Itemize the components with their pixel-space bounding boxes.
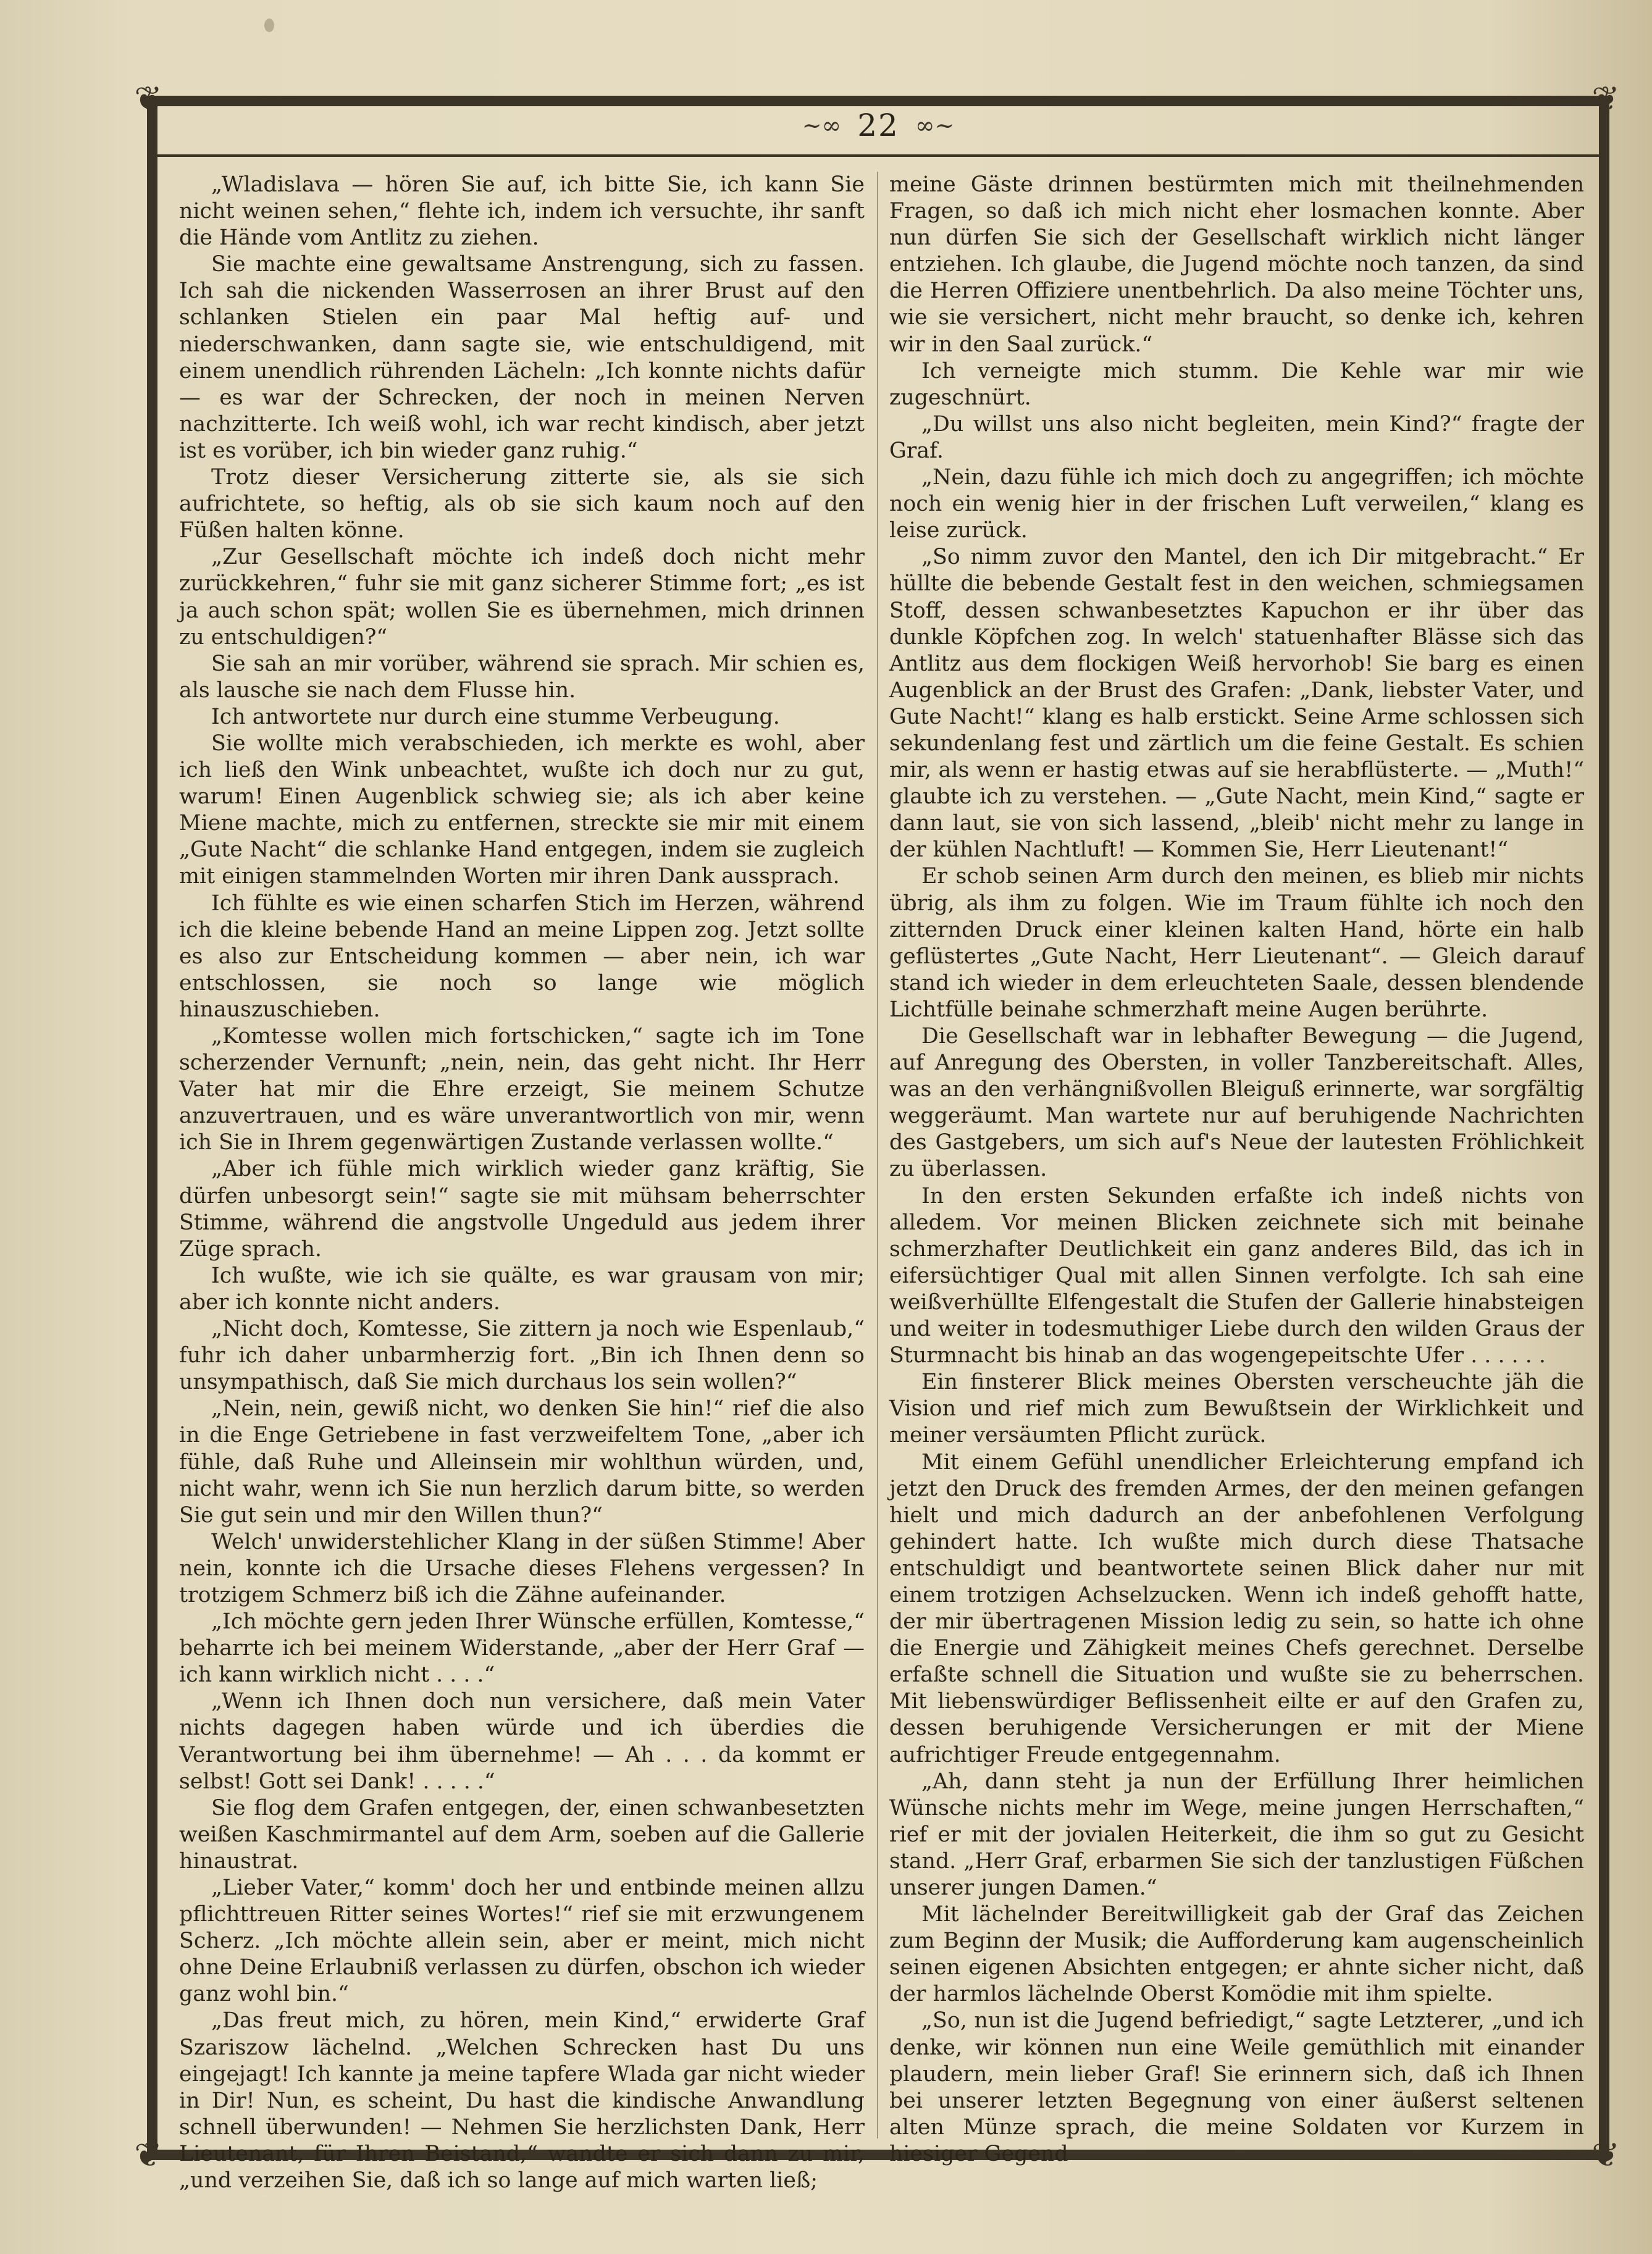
paragraph: In den ersten Sekunden erfaßte ich indeß nichts von alledem. Vor meinen Blicken zeichnete sich mit beinahe schmerzhafter Deutlichkeit ein ganz anderes Bild, das ich in eifersüchtiger Qual mit allen Sinnen verfolgte. Ich sah eine weißverhüllte Elfengestalt die Stufen der Gallerie hinabsteigen und weiter in todesmuthiger Liebe durch den wilden Graus der Sturmnacht bis hinab an das wogengepeitschte Ufer . . . . . . xyxy=(889,1183,1584,1368)
corner-ornament-icon: ❦ xyxy=(134,2135,162,2174)
page-header xyxy=(147,104,1609,147)
paragraph: „Zur Gesellschaft möchte ich indeß doch nicht mehr zurückkehren,“ fuhr sie mit ganz sicherer Stimme fort; „es ist ja auch schon spät; wollen Sie es übernehmen, mich drinnen zu entschuldigen?“ xyxy=(179,545,865,650)
corner-ornament-icon: ❦ xyxy=(134,79,162,118)
paragraph: Sie flog dem Grafen entgegen, der, einen schwanbesetzten weißen Kaschmirmantel auf dem Arm, soeben auf die Gallerie hinaustrat. xyxy=(179,1795,865,1874)
paragraph: „Das freut mich, zu hören, mein Kind,“ erwiderte Graf Szariszow lächelnd. „Welchen Schrecken hast Du uns eingejagt! Ich kannte ja meine tapfere Wlada gar nicht wieder in Dir! Nun, es scheint, Du hast die kindische Anwandlung schnell überwunden! — Nehmen Sie herzlichsten Dank, Herr Lieutenant, für Ihren Beistand,“ wandte er sich dann zu mir, „und verzeihen Sie, daß ich so lange auf mich warten ließ; xyxy=(179,2008,865,2193)
paragraph: Mit einem Gefühl unendlicher Erleichterung empfand ich jetzt den Druck des fremden Armes, der den meinen gefangen hielt und mich dadurch an der anbefohlenen Verfolgung gehindert hatte. Ich wußte mich durch diese Thatsache entschuldigt und beantwortete seinen Blick daher nur mit einem trotzigen Achselzucken. Wenn ich indeß gehofft hatte, der mir übertragenen Mission ledig zu sein, so hatte ich ohne die Energie und Zähigkeit meines Chefs gerechnet. Derselbe erfaßte schnell die Situation und wußte sie zu beherrschen. Mit liebenswürdiger Beflissenheit eilte er auf den Grafen zu, dessen beruhigende Versicherungen er mit der Miene aufrichtiger Freude entgegennahm. xyxy=(889,1449,1584,1767)
paragraph: Ich fühlte es wie einen scharfen Stich im Herzen, während ich die kleine bebende Hand an meine Lippen zog. Jetzt sollte es also zur Entscheidung kommen — aber nein, ich war entschlossen, sie noch so lange wie möglich hinauszuschieben. xyxy=(179,890,865,1022)
column-divider xyxy=(877,172,878,2139)
paragraph: Ich antwortete nur durch eine stumme Verbeugung. xyxy=(211,704,780,729)
paragraph: meine Gäste drinnen bestürmten mich mit theilnehmenden Fragen, so daß ich mich nicht eher losmachen konnte. Aber nun dürfen Sie sich der Gesellschaft wirklich nicht länger entziehen. Ich glaube, die Jugend möchte noch tanzen, da sind die Herren Offiziere unentbehrlich. Da also meine Töchter uns, wie sie versichert, nicht mehr braucht, so denke ich, kehren wir in den Saal zurück.“ xyxy=(889,172,1584,357)
paragraph: Ich wußte, wie ich sie quälte, es war grausam von mir; aber ich konnte nicht anders. xyxy=(179,1263,865,1315)
corner-ornament-icon: ❦ xyxy=(1591,79,1620,118)
paragraph: „Ah, dann steht ja nun der Erfüllung Ihrer heimlichen Wünsche nichts mehr im Wege, meine jungen Herrschaften,“ rief er mit der jovialen Heiterkeit, die ihm so gut zu Gesicht stand. „Herr Graf, erbarmen Sie sich der tanzlustigen Füßchen unserer jungen Damen.“ xyxy=(889,1769,1584,1900)
page-number: 22 xyxy=(857,107,899,143)
paragraph: „Wenn ich Ihnen doch nun versichere, daß mein Vater nichts dagegen haben würde und ich überdies die Verantwortung bei ihm übernehme! — Ah . . . da kommt er selbst! Gott sei Dank! . . . . .“ xyxy=(179,1689,865,1794)
corner-ornament-icon: ❦ xyxy=(1591,2135,1620,2174)
text-column-left xyxy=(179,172,865,2193)
paragraph: Ich verneigte mich stumm. Die Kehle war mir wie zugeschnürt. xyxy=(889,358,1584,410)
paragraph: „Aber ich fühle mich wirklich wieder ganz kräftig, Sie dürfen unbesorgt sein!“ sagte sie mit mühsam beherrschter Stimme, während die angstvolle Ungeduld aus jedem ihrer Züge sprach. xyxy=(179,1157,865,1262)
paragraph: „So nimm zuvor den Mantel, den ich Dir mitgebracht.“ Er hüllte die bebende Gestalt fest in den weichen, schmiegsamen Stoff, dessen schwanbesetztes Kapuchon er ihr über das dunkle Köpfchen zog. In welch' statuenhafter Blässe sich das Antlitz aus dem flockigen Weiß hervorhob! Sie barg es einen Augenblick an der Brust des Grafen: „Dank, liebster Vater, und Gute Nacht!“ klang es halb erstickt. Seine Arme schlossen sich sekundenlang fest und zärtlich um die feine Gestalt. Es schien mir, als wenn er hastig etwas auf sie herabflüsterte. — „Muth!“ glaubte ich zu verstehen. — „Gute Nacht, mein Kind,“ sagte er dann laut, sie von sich lassend, „bleib' nicht mehr zu lange in der kühlen Nachtluft! — Kommen Sie, Herr Lieutenant!“ xyxy=(889,545,1584,863)
paragraph: „Ich möchte gern jeden Ihrer Wünsche erfüllen, Komtesse,“ beharrte ich bei meinem Widerstande, „aber der Herr Graf — ich kann wirklich nicht . . . .“ xyxy=(179,1609,865,1688)
paragraph: „Nicht doch, Komtesse, Sie zittern ja noch wie Espenlaub,“ fuhr ich daher unbarmherzig fort. „Bin ich Ihnen denn so unsympathisch, daß Sie mich durchaus los sein wollen?“ xyxy=(179,1317,865,1395)
text-column-right xyxy=(889,172,1584,2166)
header-ornament-right-icon: ∞~ xyxy=(915,112,955,139)
paragraph: „Nein, nein, gewiß nicht, wo denken Sie hin!“ rief die also in die Enge Getriebene in fast verzweifeltem Tone, „aber ich fühle, daß Ruhe und Alleinsein mir wohlthun würden, und, nicht wahr, wenn ich Sie nun herzlich darum bitte, so werden Sie gut sein und mir den Willen thun?“ xyxy=(179,1396,865,1528)
paragraph: „So, nun ist die Jugend befriedigt,“ sagte Letzterer, „und ich denke, wir können nun eine Weile gemüthlich mit einander plaudern, mein lieber Graf! Sie erinnern sich, daß ich Ihnen bei unserer letzten Begegnung von einer äußerst seltenen alten Münze sprach, die meine Soldaten vor Kurzem in hiesiger Gegend xyxy=(889,2008,1584,2166)
paragraph: „Du willst uns also nicht begleiten, mein Kind?“ fragte der Graf. xyxy=(889,411,1584,463)
paragraph: Ein finsterer Blick meines Obersten verscheuchte jäh die Vision und rief mich zum Bewußtsein der Wirklichkeit und meiner versäumten Pflicht zurück. xyxy=(889,1370,1584,1448)
paragraph: „Nein, dazu fühle ich mich doch zu angegriffen; ich möchte noch ein wenig hier in der frischen Luft verweilen,“ klang es leise zurück. xyxy=(889,465,1584,543)
paragraph: „Lieber Vater,“ komm' doch her und entbinde meinen allzu pflichttreuen Ritter seines Wortes!“ rief sie mit erzwungenem Scherz. „Ich möchte allein sein, aber er meint, mich nicht ohne Deine Erlaubniß verlassen zu dürfen, obschon ich wieder ganz wohl bin.“ xyxy=(179,1875,865,2007)
paragraph: Sie sah an mir vorüber, während sie sprach. Mir schien es, als lausche sie nach dem Flusse hin. xyxy=(179,651,865,703)
header-ornament-left-icon: ~∞ xyxy=(802,112,842,139)
paragraph: Die Gesellschaft war in lebhafter Bewegung — die Jugend, auf Anregung des Obersten, in voller Tanzbereitschaft. Alles, was an den verhängnißvollen Bleiguß erinnerte, war sorgfältig weggeräumt. Man wartete nur auf beruhigende Nachrichten des Gastgebers, um sich auf's Neue der lautesten Fröhlichkeit zu überlassen. xyxy=(889,1024,1584,1182)
paragraph: „Komtesse wollen mich fortschicken,“ sagte ich im Tone scherzender Vernunft; „nein, nein, das geht nicht. Ihr Herr Vater hat mir die Ehre erzeigt, Sie meinem Schutze anzuvertrauen, und es wäre unverantwortlich von mir, wenn ich Sie in Ihrem gegenwärtigen Zustande verlassen wollte.“ xyxy=(179,1024,865,1155)
paragraph: „Wladislava — hören Sie auf, ich bitte Sie, ich kann Sie nicht weinen sehen,“ flehte ich, indem ich versuchte, ihr sanft die Hände vom Antlitz zu ziehen. xyxy=(179,172,865,251)
paragraph: Trotz dieser Versicherung zitterte sie, als sie sich aufrichtete, so heftig, als ob sie sich kaum noch auf den Füßen halten könne. xyxy=(179,465,865,543)
paragraph: Er schob seinen Arm durch den meinen, es blieb mir nichts übrig, als ihm zu folgen. Wie im Traum fühlte ich noch den zitternden Druck einer kleinen kalten Hand, hörte ein halb geflüstertes „Gute Nacht, Herr Lieutenant“. — Gleich darauf stand ich wieder in dem erleuchteten Saale, dessen blendende Lichtfülle beinahe schmerzhaft meine Augen berührte. xyxy=(889,864,1584,1022)
paragraph: Welch' unwiderstehlicher Klang in der süßen Stimme! Aber nein, konnte ich die Ursache dieses Flehens vergessen? In trotzigem Schmerz biß ich die Zähne aufeinander. xyxy=(179,1529,865,1607)
paper-stain xyxy=(264,19,274,32)
paragraph: Mit lächelnder Bereitwilligkeit gab der Graf das Zeichen zum Beginn der Musik; die Aufforderung kam augenscheinlich seinen eigenen Absichten entgegen; er ahnte sicher nicht, daß der harmlos lächelnde Oberst Komödie mit ihm spielte. xyxy=(889,1902,1584,2007)
paragraph: Sie machte eine gewaltsame Anstrengung, sich zu fassen. Ich sah die nickenden Wasserrosen an ihrer Brust auf den schlanken Stielen ein paar Mal heftig auf- und niederschwanken, dann sagte sie, wie entschuldigend, mit einem unendlich rührenden Lächeln: „Ich konnte nichts dafür — es war der Schrecken, der noch in meinen Nerven nachzitterte. Ich weiß wohl, ich war recht kindisch, aber jetzt ist es vorüber, ich bin wieder ganz ruhig.“ xyxy=(179,252,865,463)
paragraph: Sie wollte mich verabschieden, ich merkte es wohl, aber ich ließ den Wink unbeachtet, wußte ich doch nur zu gut, warum! Einen Augenblick schwieg sie; als ich aber keine Miene machte, mich zu entfernen, streckte sie mir mit einem „Gute Nacht“ die schlanke Hand entgegen, indem sie zugleich mit einigen stammelnden Worten mir ihren Dank aussprach. xyxy=(179,731,865,889)
header-rule xyxy=(154,154,1603,157)
